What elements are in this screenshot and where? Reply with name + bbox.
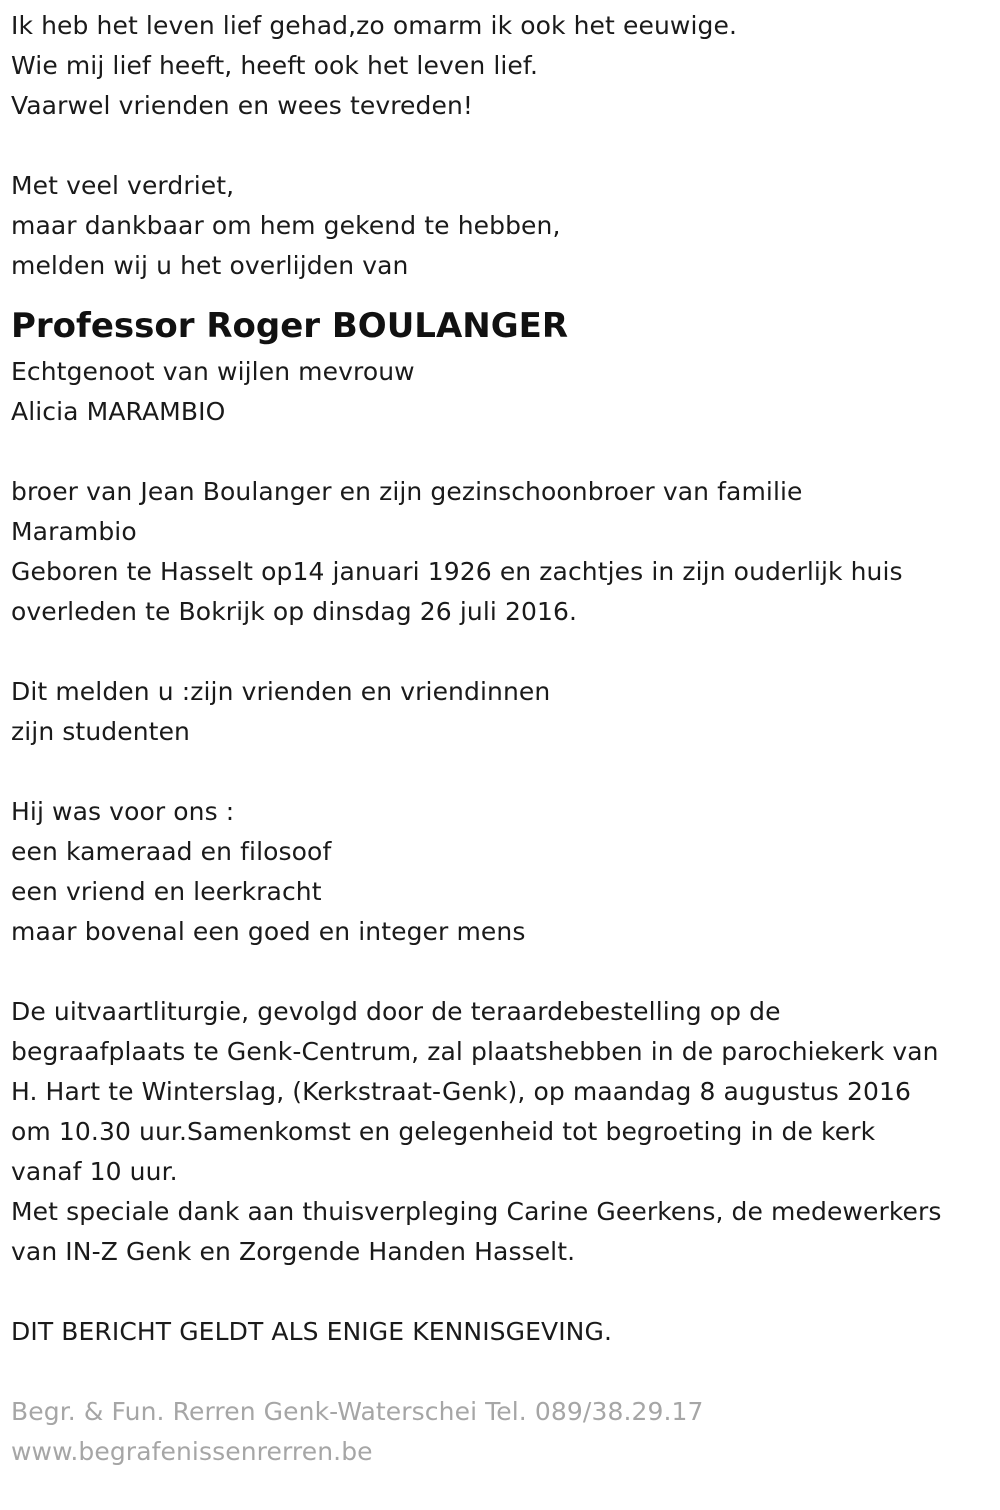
intro-line: maar dankbaar om hem gekend te hebben,: [11, 211, 561, 240]
tribute-block: [11, 792, 1000, 952]
poem-line: Wie mij lief heeft, heeft ook het leven lief.: [11, 51, 539, 80]
funeral-block: [11, 992, 1000, 1272]
poem-line: Ik heb het leven lief gehad,zo omarm ik ook het eeuwige.: [11, 11, 737, 40]
funeral-line: om 10.30 uur.Samenkomst en gelegenheid tot begroeting in de kerk: [11, 1117, 876, 1146]
undertaker-footer: [11, 1392, 1000, 1472]
funeral-line: van IN-Z Genk en Zorgende Handen Hasselt.: [11, 1237, 576, 1266]
tribute-line: een kameraad en filosoof: [11, 837, 332, 866]
funeral-line: H. Hart te Winterslag, (Kerkstraat-Genk), op maandag 8 augustus 2016: [11, 1077, 912, 1106]
poem-line: Vaarwel vrienden en wees tevreden!: [11, 91, 474, 120]
intro-line: melden wij u het overlijden van: [11, 251, 409, 280]
announcers-line: Dit melden u :zijn vrienden en vriendinnen: [11, 677, 551, 706]
tribute-line: een vriend en leerkracht: [11, 877, 322, 906]
family-line: Geboren te Hasselt op14 januari 1926 en zachtjes in zijn ouderlijk huis: [11, 557, 903, 586]
family-line: broer van Jean Boulanger en zijn gezinschoonbroer van familie: [11, 477, 803, 506]
intro-line: Met veel verdriet,: [11, 171, 235, 200]
funeral-line: begraafplaats te Genk-Centrum, zal plaatshebben in de parochiekerk van: [11, 1037, 939, 1066]
tribute-line: maar bovenal een goed en integer mens: [11, 917, 526, 946]
undertaker-contact: Begr. & Fun. Rerren Genk-Waterschei Tel. 089/38.29.17: [11, 1397, 704, 1426]
deceased-name: Professor Roger BOULANGER: [11, 306, 569, 346]
family-line: overleden te Bokrijk op dinsdag 26 juli 2016.: [11, 597, 578, 626]
funeral-line: De uitvaartliturgie, gevolgd door de teraardebestelling op de: [11, 997, 781, 1026]
family-block: [11, 472, 1000, 632]
funeral-line: Met speciale dank aan thuisverpleging Carine Geerkens, de medewerkers: [11, 1197, 942, 1226]
announcers-block: [11, 672, 1000, 752]
spouse-line: Alicia MARAMBIO: [11, 397, 226, 426]
poem-block: [11, 6, 1000, 126]
family-line: Marambio: [11, 517, 137, 546]
sole-notice: DIT BERICHT GELDT ALS ENIGE KENNISGEVING.: [11, 1317, 612, 1346]
undertaker-website[interactable]: www.begrafenissenrerren.be: [11, 1437, 373, 1466]
intro-block: [11, 166, 1000, 286]
funeral-line: vanaf 10 uur.: [11, 1157, 178, 1186]
spouse-block: [11, 352, 1000, 432]
announcers-line: zijn studenten: [11, 717, 190, 746]
spouse-line: Echtgenoot van wijlen mevrouw: [11, 357, 415, 386]
tribute-line: Hij was voor ons :: [11, 797, 235, 826]
